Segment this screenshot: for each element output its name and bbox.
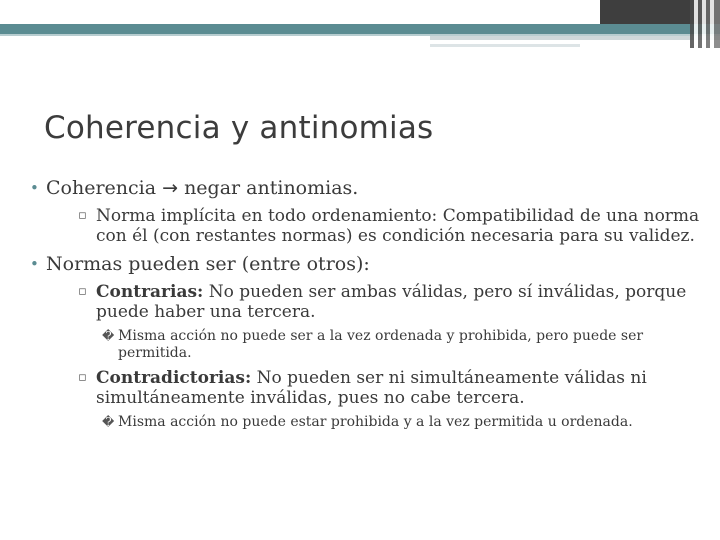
bullet-coherencia xyxy=(26,176,706,200)
bullet-icon: • xyxy=(30,179,39,197)
replacement-glyph-icon: � xyxy=(102,415,115,429)
sub-sub-bullet-contradictorias xyxy=(26,414,706,431)
sub-bullet-text: No pueden ser ni simultáneamente válidas ni simultáneamente inválidas, pues no cabe tercera. xyxy=(96,368,647,408)
slide-title: Coherencia y antinomias xyxy=(44,110,434,146)
arrow-right-icon: → xyxy=(162,177,179,199)
teal-header-bar xyxy=(0,24,720,34)
square-bullet-icon: ▫ xyxy=(78,208,87,223)
sub-bullet-norma-implicita xyxy=(26,206,706,246)
sub-sub-bullet-text: Misma acción no puede ser a la vez ordenada y prohibida, pero puede ser permitida. xyxy=(118,328,644,361)
term-contrarias: Contrarias: xyxy=(96,282,204,302)
bullet-normas xyxy=(26,252,706,276)
sub-bullet-text: No pueden ser ambas válidas, pero sí inválidas, porque puede haber una tercera. xyxy=(96,282,687,322)
sub-bullet-contradictorias xyxy=(26,368,706,408)
term-contradictorias: Contradictorias: xyxy=(96,368,252,388)
corner-stripes xyxy=(690,0,720,48)
sub-bullet-text: Norma implícita en todo ordenamiento: Compatibilidad de una norma con él (con restantes normas) es condición necesaria para su validez. xyxy=(96,206,700,246)
sub-sub-bullet-text: Misma acción no puede estar prohibida y a la vez permitida u ordenada. xyxy=(118,414,633,430)
slide-content xyxy=(26,176,706,437)
accent-stripe xyxy=(430,36,720,40)
square-bullet-icon: ▫ xyxy=(78,370,87,385)
replacement-glyph-icon: � xyxy=(102,329,115,343)
bullet-text: Normas pueden ser (entre otros): xyxy=(46,253,370,275)
square-bullet-icon: ▫ xyxy=(78,284,87,299)
sub-sub-bullet-contrarias xyxy=(26,328,706,362)
bullet-text: negar antinomias. xyxy=(178,177,359,199)
bullet-icon: • xyxy=(30,255,39,273)
accent-stripe-short xyxy=(430,44,580,47)
sub-bullet-contrarias xyxy=(26,282,706,322)
bullet-text: Coherencia xyxy=(46,177,163,199)
